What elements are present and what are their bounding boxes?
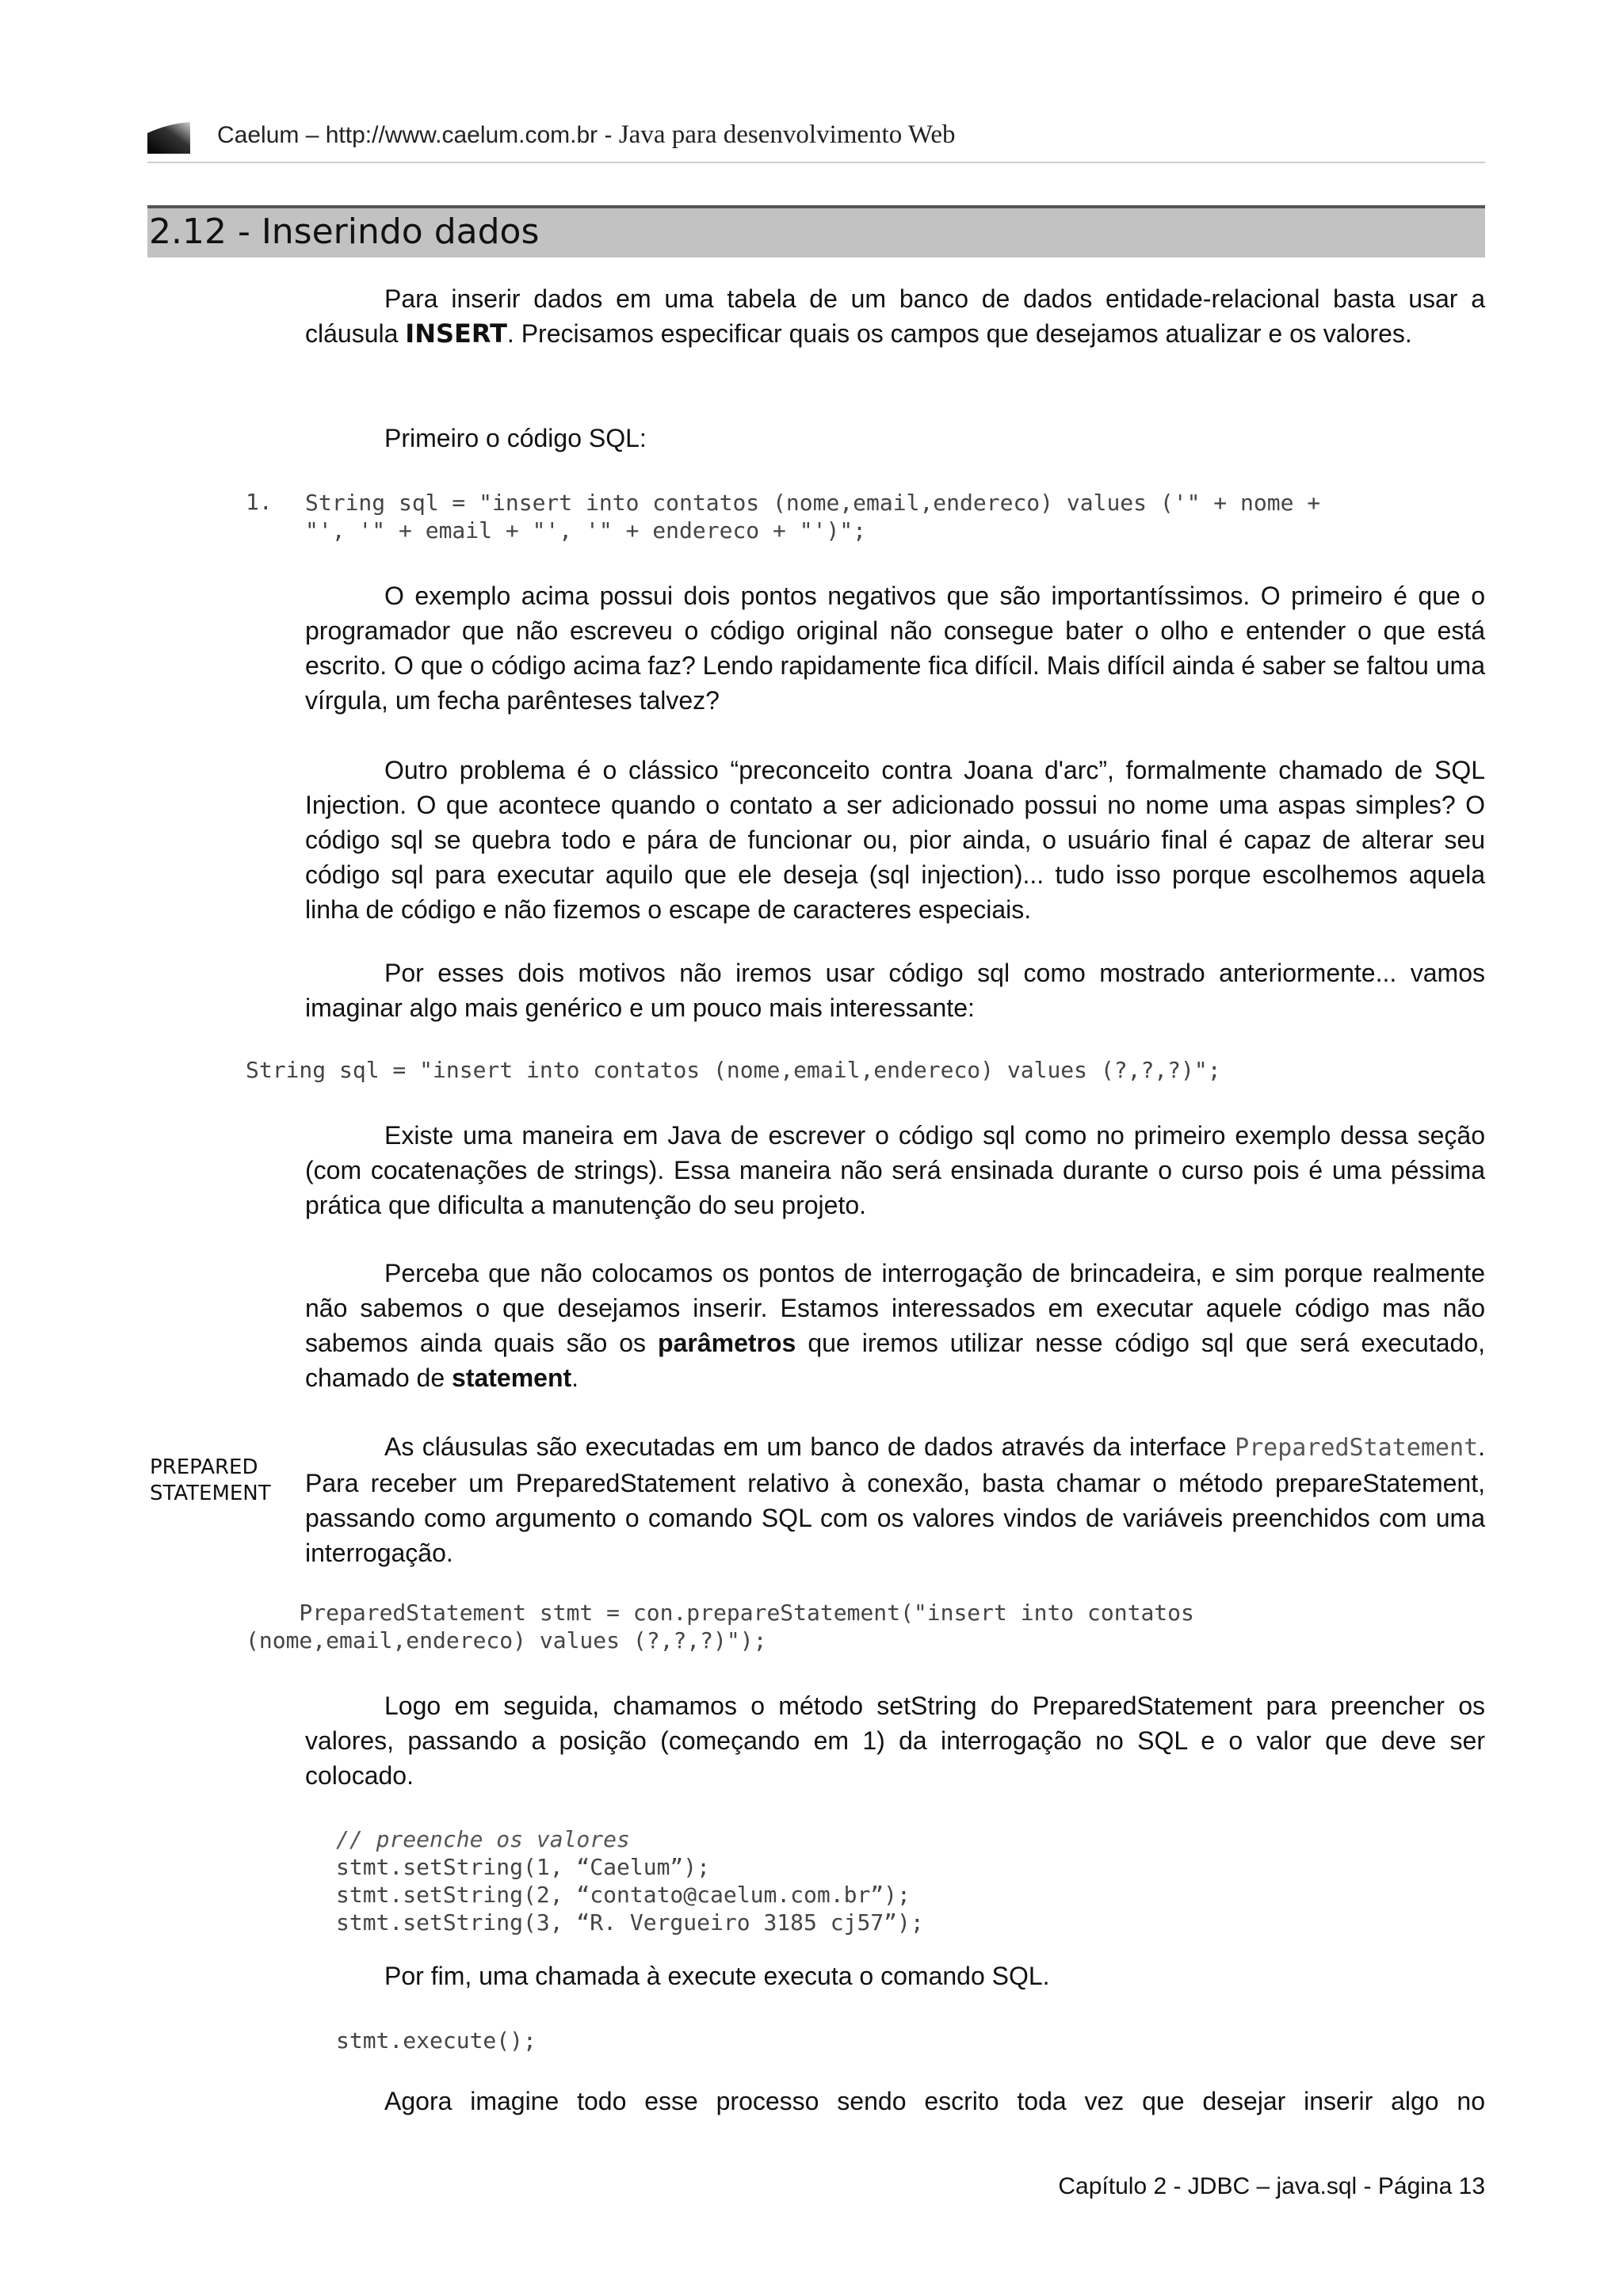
section-heading-bar xyxy=(147,205,1485,257)
header-site: Caelum – http://www.caelum.com.br - xyxy=(217,122,619,148)
paragraph-execute: Por fim, uma chamada à execute executa o comando SQL. xyxy=(384,1962,1050,1990)
caelum-logo-icon xyxy=(147,122,190,154)
paragraph-concatenation: Existe uma maneira em Java de escrever o código sql como no primeiro exemplo dessa seção (com cocatenações de strings). Essa maneira não será ensinada durante o curso pois é uma péssima prática que dificulta a manutenção do seu projeto. xyxy=(305,1121,1485,1219)
paragraph-motives: Por esses dois motivos não iremos usar código sql como mostrado anteriormente... vamos imaginar algo mais genérico e um pouco mais interessante: xyxy=(305,959,1485,1022)
prepared-statement-class: PreparedStatement xyxy=(1235,1434,1479,1462)
paragraph-injection: Outro problema é o clássico “preconceito contra Joana d'arc”, formalmente chamado de SQL Injection. O que acontece quando o contato a ser adicionado possui no nome uma aspas simples? O código sql se quebra todo e pára de funcionar ou, pior ainda, o usuário final é capaz de alterar seu código sql para executar aquilo que ele deseja (sql injection)... tudo isso porque escolhemos aquela linha de código e não fizemos o escape de caracteres especiais. xyxy=(305,756,1485,924)
page-footer: Capítulo 2 - JDBC – java.sql - Página 13 xyxy=(1058,2173,1485,2199)
code-block-placeholders: String sql = "insert into contatos (nome,email,endereco) values (?,?,?)"; xyxy=(246,1057,1221,1083)
paragraph-parameters: Perceba que não colocamos os pontos de interrogação de brincadeira, e sim porque realmente não sabemos o que desejamos inserir. Estamos interessados em executar aquele código mas não sabemos ainda quais são os parâmetros que iremos utilizar nesse código sql que será executado, chamado de statement. xyxy=(305,1259,1485,1392)
code-block-setstring: // preenche os valores stmt.setString(1, “Caelum”); stmt.setString(2, “contato@caelum.com.br”); stmt.setString(3, “R. Vergueiro 3185 cj57”); xyxy=(336,1826,924,1936)
paragraph-example: O exemplo acima possui dois pontos negativos que são importantíssimos. O primeiro é que o programador que não escreveu o código original não consegue bater o olho e entender o que está escrito. O que o código acima faz? Lendo rapidamente fica difícil. Mais difícil ainda é saber se faltou uma vírgula, um fecha parênteses talvez? xyxy=(305,582,1485,715)
section-title: 2.12 - Inserindo dados xyxy=(149,212,540,252)
margin-note-prepared-statement: PREPARED STATEMENT xyxy=(150,1455,271,1505)
code-comment: // preenche os valores xyxy=(336,1826,630,1852)
insert-keyword: INSERT xyxy=(405,318,507,349)
paragraph-setstring: Logo em seguida, chamamos o método setString do PreparedStatement para preencher os valores, passando a posição (começando em 1) da interrogação no SQL e o valor que deve ser colocado. xyxy=(305,1691,1485,1790)
paragraph-intro: Para inserir dados em uma tabela de um banco de dados entidade-relacional basta usar a cláusula INSERT. Precisamos especificar quais os campos que desejamos atualizar e os valores. xyxy=(305,284,1485,349)
code-block-concatenation: String sql = "insert into contatos (nome,email,endereco) values ('" + nome + "', '" + email + "', '" + endereco + "')"; xyxy=(305,490,1321,543)
header-course: Java para desenvolvimento Web xyxy=(618,120,956,149)
page-header xyxy=(147,116,1485,163)
paragraph-last: Agora imagine todo esse processo sendo escrito toda vez que desejar inserir algo no xyxy=(384,2087,1485,2115)
paragraph-prepared-statement: As cláusulas são executadas em um banco de dados através da interface PreparedStatement. Para receber um PreparedStatement relativo à conexão, basta chamar o método prepareStatement, passando como argumento o comando SQL com os valores vindos de variáveis preenchidos com uma interrogação. xyxy=(305,1432,1485,1567)
code-block-prepare-statement: PreparedStatement stmt = con.prepareStatement("insert into contatos (nome,email,endereco) values (?,?,?)"); xyxy=(246,1600,1194,1653)
paragraph-sql-intro: Primeiro o código SQL: xyxy=(384,424,647,452)
header-text xyxy=(217,120,956,150)
code-block-execute: stmt.execute(); xyxy=(336,2027,537,2054)
code-line-number: 1. xyxy=(246,489,273,515)
